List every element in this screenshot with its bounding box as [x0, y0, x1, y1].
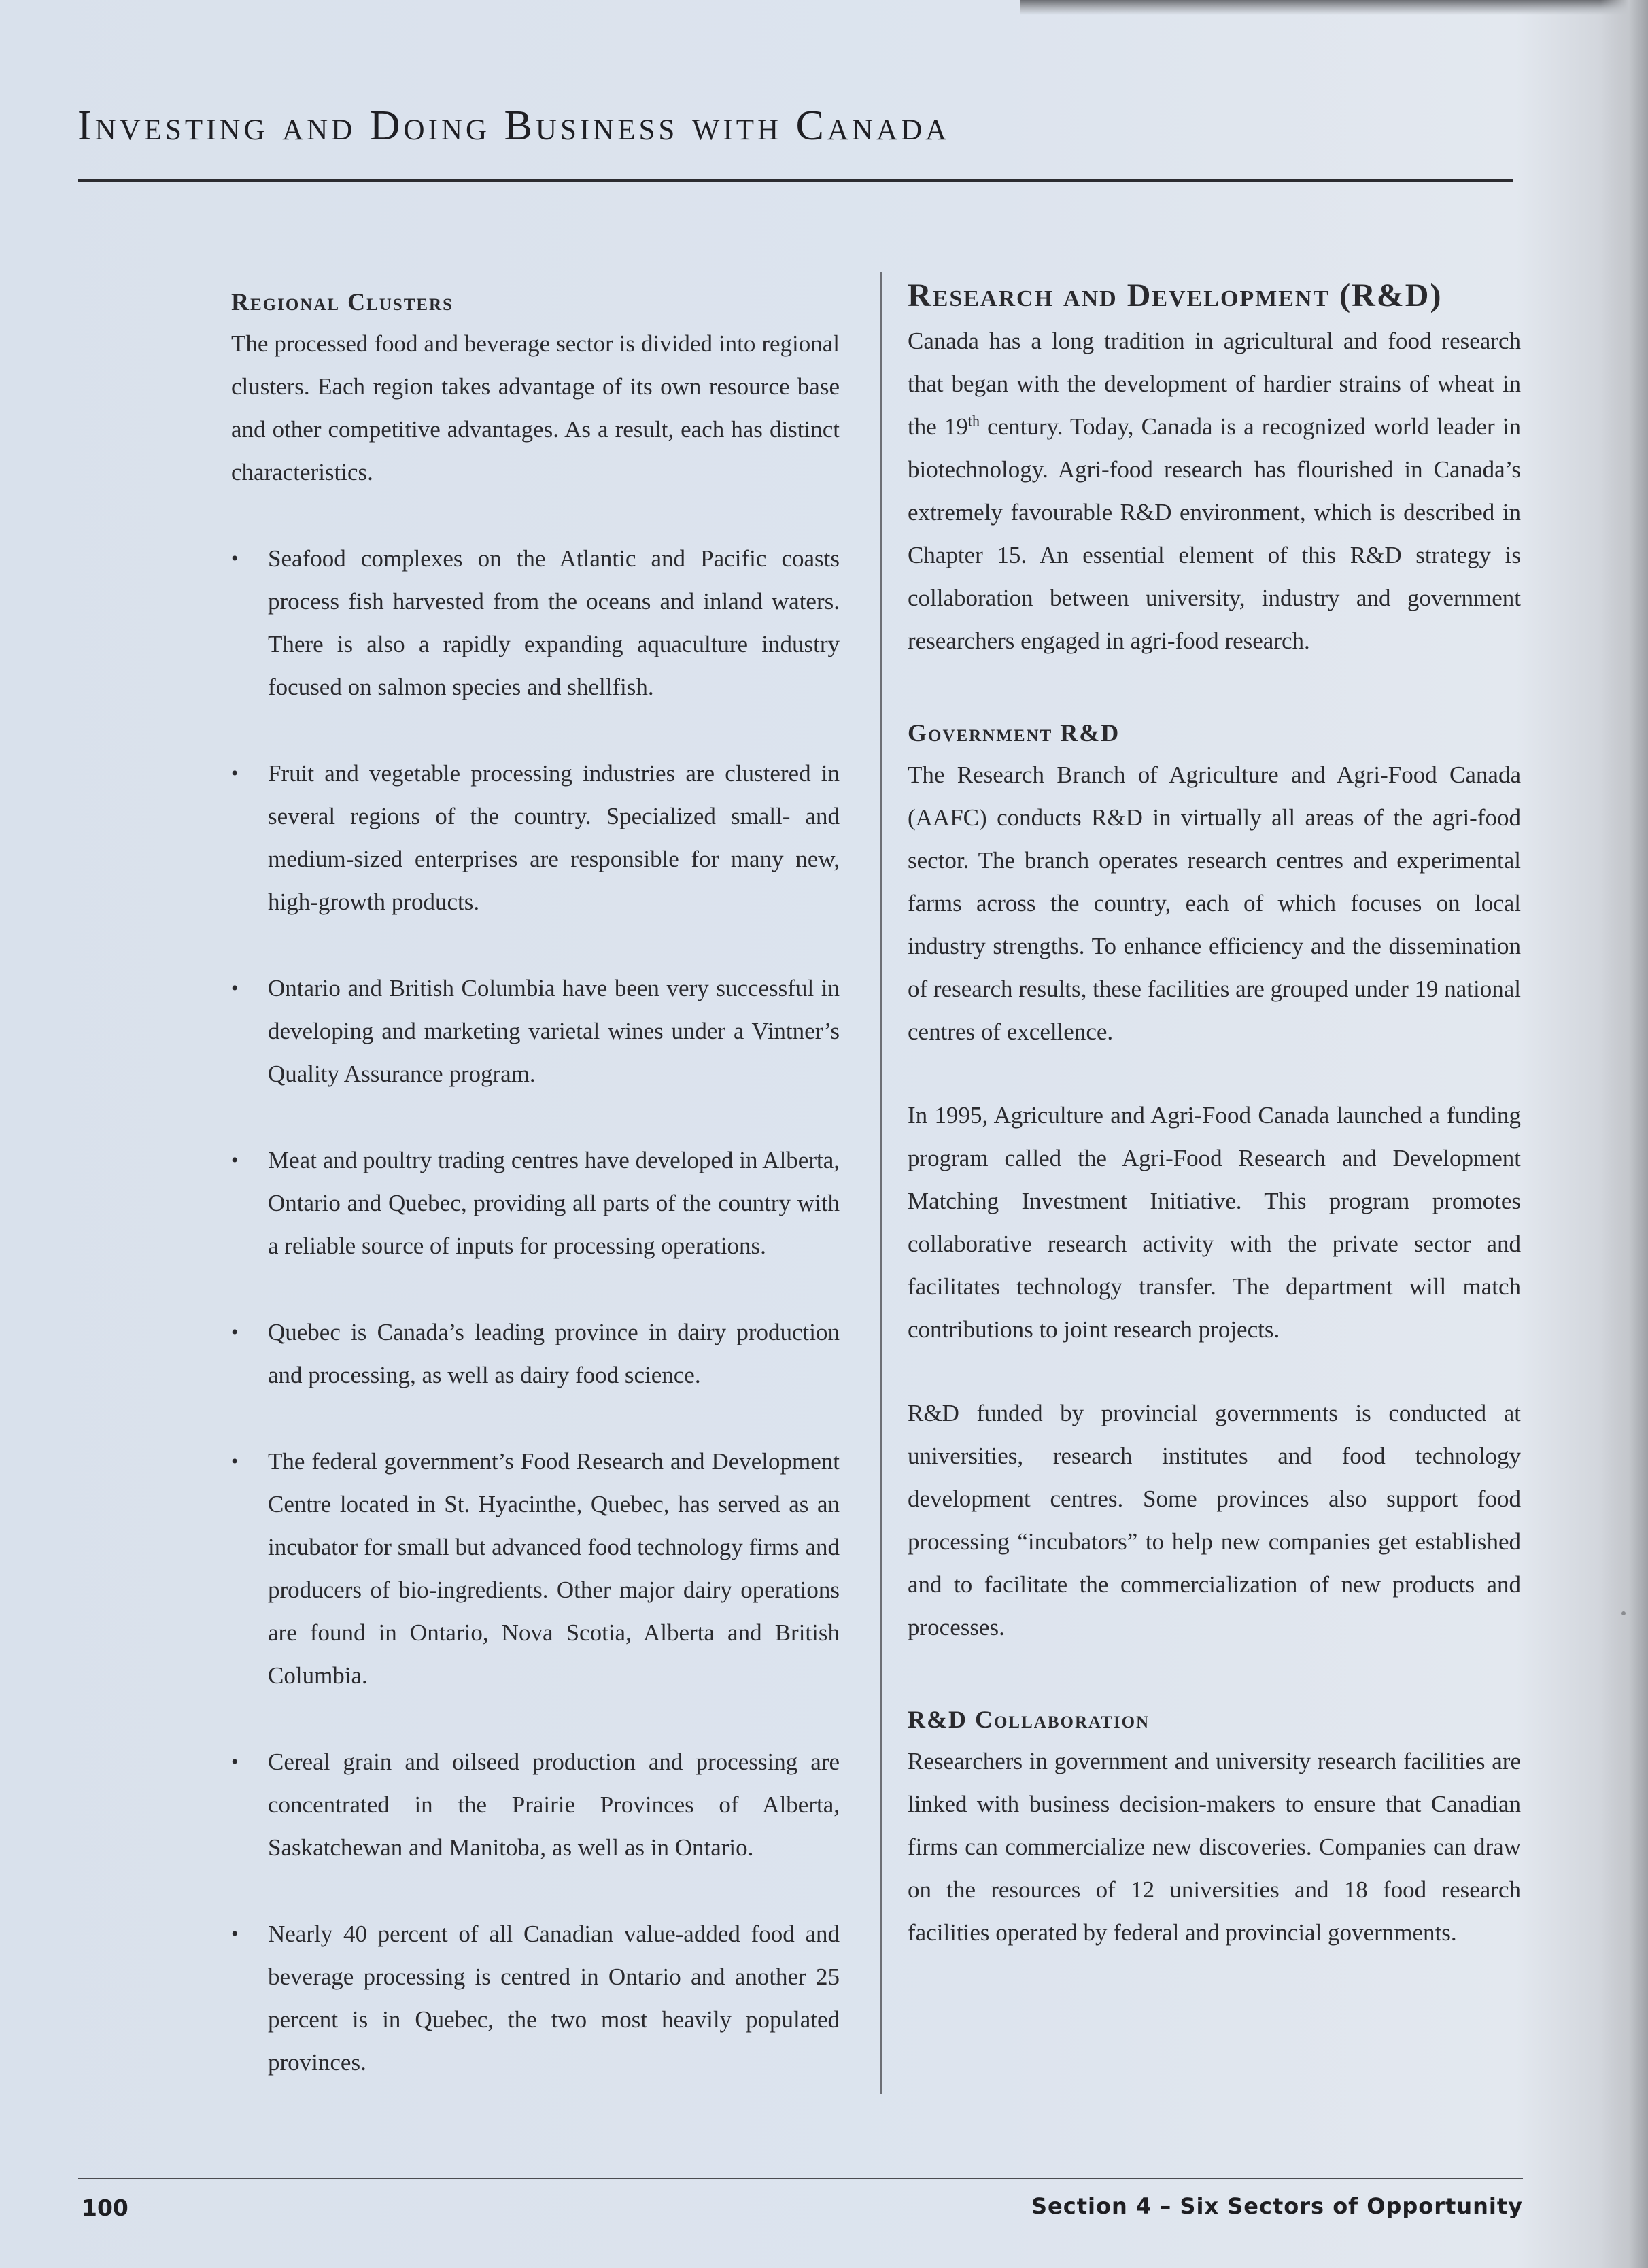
rd-collaboration-paragraph: Researchers in government and university research facilities are linked with business decision-makers to ensure that Canadian firms can commercialize new discoveries. Companies can draw on the resources of 12 universities and 18 food research facilities operated by federal and provincial governments.: [908, 1748, 1521, 1946]
bullet-icon: •: [231, 1321, 239, 1343]
government-rd-paragraph-3: R&D funded by provincial governments is conducted at universities, research institutes and food technology development centres. Some provinces also support food processing “incubators” to help new companies get established and to facilitate the commercialization of new products and processes.: [908, 1400, 1521, 1640]
column-divider: [880, 272, 882, 2094]
paper-speck: [1621, 1611, 1626, 1615]
section-heading-rd-collaboration: R&D Collaboration: [908, 1706, 1150, 1733]
section-heading-regional-clusters: Regional Clusters: [231, 288, 454, 315]
bullet-icon: •: [231, 762, 239, 785]
page-binding-shadow: [1600, 0, 1648, 2268]
government-rd-paragraph-2: In 1995, Agriculture and Agri-Food Canada launched a funding program called the Agri-Food Research and Development Matching Investment Initiative. This program promotes collaborative research activity with the private sector and facilitates technology transfer. The department will match contributions to joint research projects.: [908, 1102, 1521, 1343]
government-rd-paragraph-1: The Research Branch of Agriculture and Agri-Food Canada (AAFC) conducts R&D in virtually all areas of the agri-food sector. The branch operates research centres and experimental farms across the country, each of which focuses on local industry strengths. To enhance efficiency and the dissemination of research results, these facilities are grouped under 19 national centres of excellence.: [908, 761, 1521, 1045]
bullet-icon: •: [231, 1450, 239, 1473]
list-item: • Fruit and vegetable processing industries are clustered in several regions of the country. Specialized small- and medium-sized enterprises are responsible for many new, high-growth products.: [231, 752, 840, 923]
page-number: 100: [82, 2195, 128, 2221]
list-item: • Cereal grain and oilseed production and processing are concentrated in the Prairie Provinces of Alberta, Saskatchewan and Manitoba, as well as in Ontario.: [231, 1740, 840, 1869]
list-item: • Nearly 40 percent of all Canadian value-added food and beverage processing is centred in Ontario and another 25 percent is in Quebec, the two most heavily populated provinces.: [231, 1912, 840, 2084]
list-item: • The federal government’s Food Research and Development Centre located in St. Hyacinthe, Quebec, has served as an incubator for small but advanced food technology firms and producers of bio-ingredients. Other major dairy operations are found in Ontario, Nova Scotia, Alberta and British Columbia.: [231, 1440, 840, 1697]
regional-clusters-intro: The processed food and beverage sector is divided into regional clusters. Each region takes advantage of its own resource base and other competitive advantages. As a result, each has distinct characteristics.: [231, 330, 840, 485]
list-item: • Seafood complexes on the Atlantic and Pacific coasts process fish harvested from the oceans and inland waters. There is also a rapidly expanding aquaculture industry focused on salmon species and shellfish.: [231, 537, 840, 708]
section-heading-research-development: Research and Development (R&D): [908, 277, 1443, 313]
bullet-icon: •: [231, 1149, 239, 1171]
right-column: [908, 272, 1521, 1954]
research-development-paragraph: Canada has a long tradition in agricultural and food research that began with the development of hardier strains of wheat in the 19th century. Today, Canada is a recognized world leader in biotechnology. Agri-food research has flourished in Canada’s extremely favourable R&D environment, which is described in Chapter 15. An essential element of this R&D strategy is collaboration between university, industry and government researchers engaged in agri-food research.: [908, 328, 1521, 654]
footer-section-title: Section 4 – Six Sectors of Opportunity: [1031, 2193, 1523, 2219]
list-item: • Meat and poultry trading centres have developed in Alberta, Ontario and Quebec, providing all parts of the country with a reliable source of inputs for processing operations.: [231, 1139, 840, 1267]
bullet-icon: •: [231, 977, 239, 999]
bullet-icon: •: [231, 1751, 239, 1773]
page-title: Investing and Doing Business with Canada: [78, 103, 950, 149]
section-heading-government-rd: Government R&D: [908, 719, 1120, 746]
bullet-icon: •: [231, 1923, 239, 1945]
header-divider: [78, 179, 1513, 182]
left-column: [231, 272, 840, 2127]
list-item: • Quebec is Canada’s leading province in dairy production and processing, as well as dairy food science.: [231, 1311, 840, 1396]
regional-clusters-list: [231, 537, 840, 2084]
page-top-shadow: [1020, 0, 1648, 15]
list-item: • Ontario and British Columbia have been very successful in developing and marketing varietal wines under a Vintner’s Quality Assurance program.: [231, 967, 840, 1095]
footer-divider: [78, 2178, 1523, 2179]
bullet-icon: •: [231, 547, 239, 570]
